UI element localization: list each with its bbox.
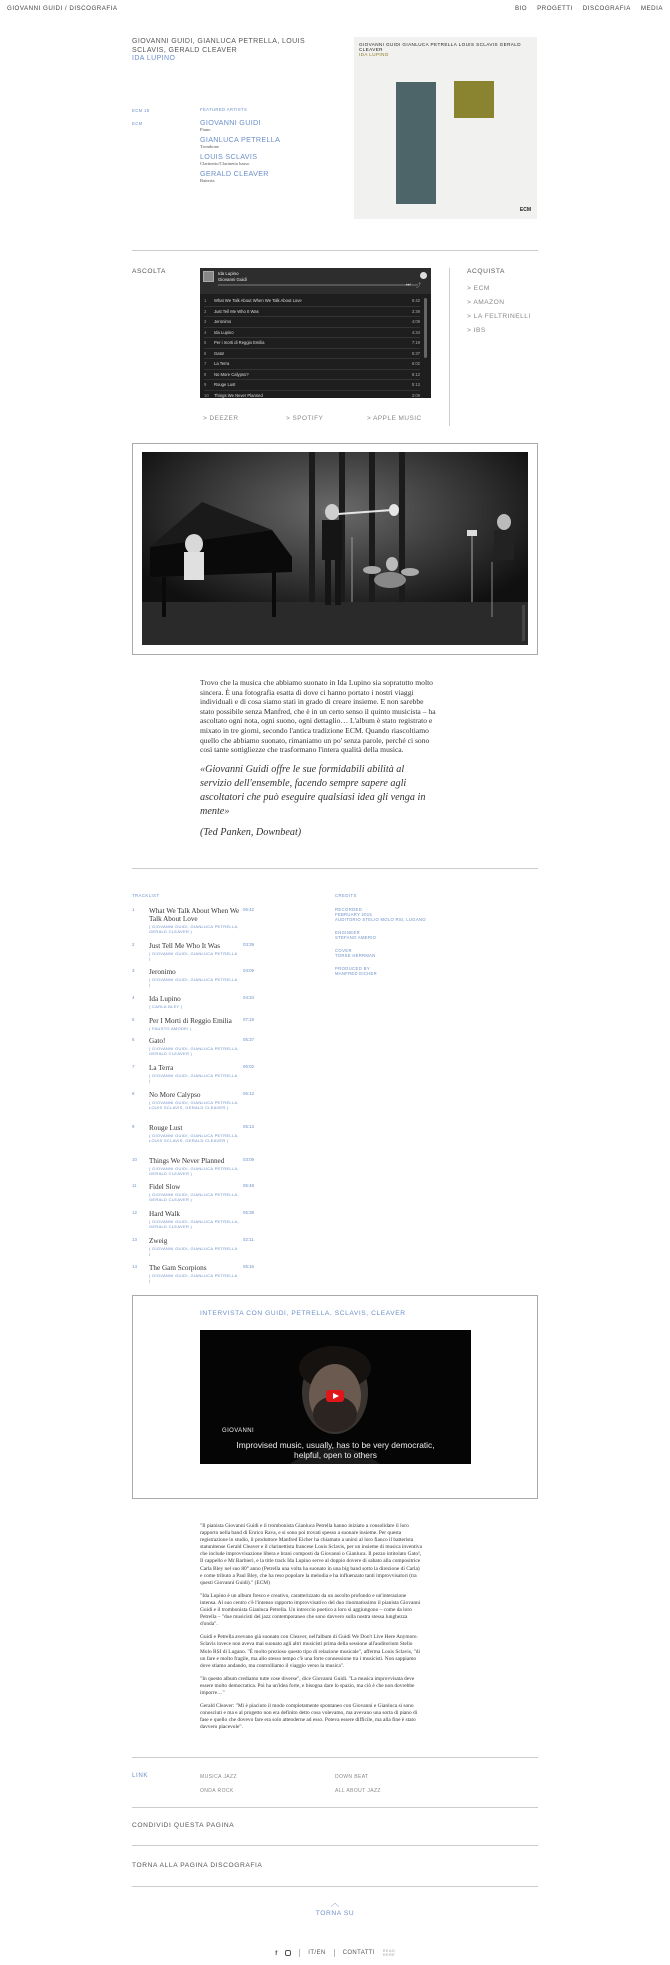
album-cover <box>354 37 537 219</box>
musician-name[interactable]: GIANLUCA PETRELLA <box>200 135 281 144</box>
credit-label: RECORDED <box>335 907 363 912</box>
player-track[interactable] <box>204 370 420 381</box>
track-duration: 6:02 <box>411 361 420 366</box>
buy-section <box>467 268 531 341</box>
player-header <box>200 268 431 294</box>
tracklist-number: 6 <box>132 1037 135 1042</box>
tracklist-item <box>132 1037 272 1059</box>
tracklist-number: 4 <box>132 995 135 1000</box>
track-number: 7 <box>204 361 207 366</box>
track-number: 2 <box>204 308 207 314</box>
musician-name[interactable]: GIOVANNI GUIDI <box>200 118 261 127</box>
tracklist-item <box>132 907 272 935</box>
track-duration: 4:34 <box>411 329 420 335</box>
link-musica-jazz[interactable]: MUSICA JAZZ <box>200 1774 237 1780</box>
cover-brand: ECM <box>519 207 531 213</box>
credit-label: PRODUCED BY <box>335 966 371 971</box>
tracklist-composers: ( FAUSTO AMODEI ) <box>149 1026 192 1031</box>
link-down-beat[interactable]: DOWN BEAT <box>335 1774 369 1780</box>
stream-apple-music[interactable]: > APPLE MUSIC <box>367 415 422 422</box>
track-duration: 6:12 <box>411 371 420 377</box>
press-paragraph: Guidi e Petrella avevano già suonato con Cleaver, nell'album di Guidi We Don't Live Here Anymore. Sclavis invece non aveva mai suonato agli altri musicisti prima della sessione all'auditorium Stelio Molo RSI di Lugano. "È molto prezioso questo tipo di relazione musicale", afferma Louis Sclavis, "di un fare e molto fragile, ma allo stesso tempo c'è una forte connessione tra i musicisti. Non sappiamo dove stiamo andando, ma controlliamo il viaggio verso la musica". <box>200 1634 420 1669</box>
tracklist-item <box>132 968 272 990</box>
video-watermark: GIOVANNI <box>222 1428 255 1434</box>
cover-teal-block <box>396 82 436 204</box>
tracklist-title: Gato! <box>149 1037 166 1045</box>
tracklist-composers: ( GIOVANNI GUIDI, GIANLUCA PETRELLA, GERALD CLEAVER ) <box>149 1219 239 1230</box>
track-title: La Terra <box>214 361 230 366</box>
credit-value: MANFRED EICHER <box>335 971 377 976</box>
video-caption <box>200 1440 471 1460</box>
tracklist-duration: 02:11 <box>243 1237 254 1242</box>
stream-spotify[interactable]: > SPOTIFY <box>286 415 324 422</box>
tracklist-number: 13 <box>132 1237 137 1242</box>
buy-ecm[interactable]: > ECM <box>467 285 490 292</box>
tracklist-item <box>132 1157 272 1179</box>
contact-link[interactable]: CONTATTI <box>342 1950 375 1956</box>
credit-label: COVER <box>335 948 352 953</box>
player-track[interactable] <box>204 380 420 391</box>
divider <box>132 1757 538 1758</box>
tracklist-number: 7 <box>132 1064 135 1069</box>
facebook-icon[interactable]: f <box>275 1949 278 1957</box>
quote-source: (Ted Panken, Downbeat) <box>200 826 302 838</box>
nav-progetti[interactable]: PROGETTI <box>537 5 573 12</box>
site-header <box>0 0 670 16</box>
divider <box>132 1845 538 1846</box>
review-block <box>200 678 438 838</box>
record-label: ECM <box>132 121 143 126</box>
tracklist-duration: 05:39 <box>243 1210 254 1215</box>
track-number: 4 <box>204 329 207 335</box>
listen-title: ASCOLTA <box>132 268 166 275</box>
spotify-player[interactable] <box>200 268 431 398</box>
credit-value: FEBRUARY 2015 AUDITORIO STELIO MOLO RSI, LUGANO <box>335 912 426 922</box>
credit-label: ENGINEER <box>335 930 361 935</box>
player-track[interactable] <box>204 391 420 399</box>
language-switch[interactable]: IT/EN <box>308 1950 326 1956</box>
track-title: What We Talk About When We Talk About Love <box>214 298 302 303</box>
track-number: 3 <box>204 319 207 324</box>
tracklist-title: Zweig <box>149 1237 168 1245</box>
track-duration: 3:39 <box>411 308 420 314</box>
player-track[interactable] <box>204 307 420 318</box>
press-paragraph: "Ida Lupino è un album fresco e creativo, caratterizzato da un ascolto profondo e un'interazione intensa. Al suo centro c'è l'intenso rapporto improvvisativo del duo rinomatissimo il pianista Giovanni Guidi e il trombonista Gianluca Petrella. Un intreccio poetico a loro si aggiungono – come da loro Petrella – "due musicisti del jazz contemporaneo che sono davvero sulla nostra stessa lunghezza d'onda". <box>200 1592 421 1628</box>
track-number: 10 <box>204 392 209 398</box>
track-number: 6 <box>204 350 207 356</box>
track-title: Jeronimo <box>214 319 232 324</box>
nav-bio[interactable]: BIO <box>514 5 528 12</box>
track-number: 8 <box>204 371 207 377</box>
tracklist-duration: 03:39 <box>243 942 254 947</box>
cover-olive-block <box>454 81 494 118</box>
cover-title: IDA LUPINO <box>359 52 389 57</box>
tracklist-composers: ( GIOVANNI GUIDI, GIANLUCA PETRELLA, GERALD CLEAVER ) <box>149 1166 239 1177</box>
divider <box>132 868 538 869</box>
tracklist-item <box>132 1017 272 1035</box>
tracklist-composers: ( GIOVANNI GUIDI, GIANLUCA PETRELLA, LOUIS SCLAVIS, GERALD CLEAVER ) <box>149 1133 239 1144</box>
tracklist-title: What We Talk About When We Talk About Love <box>149 907 240 923</box>
footer-divider <box>299 1949 300 1957</box>
track-number: 9 <box>204 382 207 387</box>
track-title: Per i morti di Reggio Emilia <box>214 340 265 345</box>
tracklist-number: 10 <box>132 1157 137 1162</box>
buy-ibs[interactable]: > IBS <box>467 327 486 334</box>
player-track[interactable] <box>204 338 420 349</box>
tracklist-item <box>132 1091 272 1117</box>
credits-label: CREDITS <box>335 893 357 898</box>
skip-icon[interactable]: ⏭ <box>406 282 411 288</box>
track-title: Gato! <box>214 350 225 356</box>
tracklist-number: 14 <box>132 1264 137 1269</box>
album-artists: GIOVANNI GUIDI, GIANLUCA PETRELLA, LOUIS SCLAVIS, GERALD CLEAVER <box>132 38 306 54</box>
tracklist-duration: 07:19 <box>243 1017 254 1022</box>
back-to-discography[interactable]: TORNA ALLA PAGINA DISCOGRAFIA <box>132 1862 263 1869</box>
player-meta <box>218 271 247 283</box>
tracklist-number: 11 <box>132 1183 137 1188</box>
press-paragraph: "Il pianista Giovanni Guidi e il trombonista Gianluca Petrella hanno iniziato a consolidare il loro rapporto nella band di Enrico Rava, e si sono poi trovati spesso a suonare insieme. Per questa registrazione in studio, il produttore Manfred Eicher ha chiamato a unirsi al loro fianco il batterista statunitense Gerald Cleaver e il clarinettista francese Louis Sclavis, per un insieme di musica inventiva che include improvvisazione libera e brani composti da Giovanni o Gianluca. Il pezzo intitolato Gato!, Il cappello e Mr Barbieri, e la title track Ida Lupino serve al doppio dovere di sabato alla compositrice Carla Bley nel suo 80° anno (Petrella una volta ha suonato in una big band sotto la direzione di Carla) e come tributo a Paul Bley, che ha reso popolare la melodia e ha influenzato tanti improvvisatori (tra questi Giovanni Guidi)." (ECM) <box>200 1523 422 1586</box>
tracklist-item <box>132 942 272 964</box>
featured-artists <box>200 107 340 186</box>
musician-role: Clarinetto/Clarinetto basso <box>200 161 250 166</box>
player-tracklist <box>204 296 420 398</box>
tracklist-composers: ( GIOVANNI GUIDI, GIANLUCA PETRELLA ) <box>149 1246 238 1257</box>
tracklist-item <box>132 1183 272 1205</box>
tracklist-number: 3 <box>132 968 135 973</box>
player-artist: Giovanni Guidi <box>218 277 247 282</box>
track-title: No More Calypso? <box>214 371 249 377</box>
nav-media[interactable]: MEDIA <box>640 5 663 12</box>
stream-deezer[interactable]: > DEEZER <box>203 415 239 422</box>
instagram-icon[interactable] <box>285 1950 291 1956</box>
tracklist-duration: 05:13 <box>243 1124 254 1129</box>
chevron-up-icon: ︿ <box>330 1898 340 1908</box>
caption-line: Improvised music, usually, has to be very democratic, <box>236 1440 435 1450</box>
press-paragraph: "In questo album crediamo tutte cose diverse", dice Giovanni Guidi. "La musica improvvisata deve essere molto democratica. Poi ha un'idea forte, e bisogna dare lo spazio, ma ciò è che non dovrebbe imporre…" <box>200 1675 415 1696</box>
tracklist-composers: ( GIOVANNI GUIDI, GIANLUCA PETRELLA ) <box>149 951 238 962</box>
concert-photo-illustration <box>142 452 528 645</box>
tracklist-composers: ( GIOVANNI GUIDI, GIANLUCA PETRELLA ) <box>149 1073 238 1084</box>
buy-amazon[interactable]: > AMAZON <box>467 299 505 306</box>
player-track[interactable] <box>204 349 420 360</box>
tracklist-item <box>132 1264 272 1286</box>
footer-divider <box>334 1949 335 1957</box>
photo-credit-mark <box>522 605 525 641</box>
tracklist-composers: ( GIOVANNI GUIDI, GIANLUCA PETRELLA, LOUIS SCLAVIS, GERALD CLEAVER ) <box>149 1100 239 1111</box>
player-scrollbar[interactable] <box>424 298 427 358</box>
site-footer <box>0 1946 670 1960</box>
tracklist-duration: 06:42 <box>243 907 254 912</box>
tracklist-title: Rouge Lust <box>149 1124 183 1132</box>
tracklist-title: Fidel Slow <box>149 1183 181 1191</box>
player-track[interactable] <box>204 296 420 307</box>
tracklist-item <box>132 1124 272 1150</box>
divider <box>132 250 538 251</box>
vertical-divider <box>449 268 450 426</box>
main-nav <box>515 5 663 12</box>
featured-label: FEATURED ARTISTS <box>200 107 248 112</box>
divider <box>132 1807 538 1808</box>
player-track[interactable] <box>204 317 420 328</box>
player-title: Ida Lupino <box>218 271 239 276</box>
tracklist-duration: 05:16 <box>243 1264 254 1269</box>
nav-discografia[interactable]: DISCOGRAFIA <box>582 5 631 12</box>
tracklist-duration: 05:48 <box>243 1183 254 1188</box>
tracklist-number: 12 <box>132 1210 137 1215</box>
play-icon[interactable] <box>420 272 427 279</box>
progress-bar[interactable] <box>218 284 418 286</box>
interview-video[interactable] <box>200 1330 471 1464</box>
track-title: Rouge Lust <box>214 382 236 387</box>
track-title: Just Tell Me Who It Was <box>214 308 259 314</box>
tracklist-item <box>132 1210 272 1232</box>
player-thumb <box>203 271 214 282</box>
buy-title: ACQUISTA <box>467 268 506 275</box>
tracklist-title: La Terra <box>149 1064 174 1072</box>
tracklist-duration: 04:34 <box>243 995 254 1000</box>
player-track[interactable] <box>204 359 420 370</box>
link-all-about-jazz[interactable]: ALL ABOUT JAZZ <box>335 1788 381 1794</box>
track-duration: 7:19 <box>411 340 420 345</box>
tracklist-label: TRACKLIST <box>132 893 160 898</box>
track-duration: 3:09 <box>411 392 420 398</box>
review-text: Trovo che la musica che abbiamo suonato in Ida Lupino sia sopratutto molto sincera. È una fotografia esatta di dove ci hanno portato i nostri viaggi individuali e di cosa siamo stati in grado di creare insieme. E non sarebbe stato possibile senza Manfred, che è in un certo senso il quinto musicista – ha ascoltato ogni nota, ogni suono, ogni dettaglio… L'album è stato registrato e mixato in tre giorni, secondo l'antica tradizione ECM. Quando riascoltiamo quello che abbiamo suonato, rimaniamo un po' senza parole, perché ci sono così tante sottigliezze che trasformano l'intera qualità della musica. <box>200 678 436 755</box>
credit-value: STEFANO AMERIO <box>335 935 377 940</box>
tracklist-number: 1 <box>132 907 135 912</box>
link-onda-rock[interactable]: ONDA ROCK <box>200 1788 234 1794</box>
youtube-play-icon[interactable] <box>326 1390 344 1402</box>
band-photo <box>142 452 528 645</box>
tracklist-title: Jeronimo <box>149 968 176 976</box>
tracklist-composers: ( GIOVANNI GUIDI, GIANLUCA PETRELLA, GERALD CLEAVER ) <box>149 924 239 935</box>
musician-role: Piano <box>200 127 211 132</box>
tracklist-item <box>132 1064 272 1086</box>
tracklist-duration: 03:09 <box>243 1157 254 1162</box>
share-icon[interactable]: ⤴ <box>416 283 422 289</box>
tracklist-composers: ( CARLA BLEY ) <box>149 1004 183 1009</box>
tracklist-composers: ( GIOVANNI GUIDI, GIANLUCA PETRELLA ) <box>149 977 238 988</box>
tracklist-duration: 05:37 <box>243 1037 254 1042</box>
tracklist-duration: 06:12 <box>243 1091 254 1096</box>
divider <box>132 1886 538 1887</box>
tracklist-title: Per I Morti di Reggio Emilia <box>149 1017 232 1025</box>
interview-title: INTERVISTA CON GUIDI, PETRELLA, SCLAVIS, CLEAVER <box>200 1310 406 1317</box>
track-title: Things We Never Planned <box>214 392 263 398</box>
press-paragraph: Gerald Cleaver: "Mi è piaciuto il modo completamente spontaneo con Giovanni e Gianluca si sono conosciuti e ma e al progetto non era definito detto cosa volevamo, ma avevano una sorta di piano di fase e quello che dovevo fare era solo attenderne ad esso. Poteva essere difficile, ma alla fine è stato davvero piacevole". <box>200 1703 418 1731</box>
track-title: Ida Lupino <box>214 329 234 335</box>
track-duration: 4:09 <box>411 319 420 324</box>
tracklist-number: 8 <box>132 1091 135 1096</box>
credits-section <box>335 893 445 984</box>
breadcrumb[interactable]: GIOVANNI GUIDI / DISCOGRAFIA <box>7 5 118 12</box>
tracklist-duration: 04:09 <box>243 968 254 973</box>
share-link[interactable]: CONDIVIDI QUESTA PAGINA <box>132 1822 235 1829</box>
track-duration: 5:13 <box>411 382 420 387</box>
tracklist-title: Just Tell Me Who It Was <box>149 942 220 950</box>
buy-feltrinelli[interactable]: > LA FELTRINELLI <box>467 313 531 320</box>
tracklist-composers: ( GIOVANNI GUIDI, GIANLUCA PETRELLA, GERALD CLEAVER ) <box>149 1192 239 1203</box>
musician-role: Batteria <box>200 178 215 183</box>
caption-line: helpful, open to others <box>294 1450 377 1460</box>
album-title: IDA LUPINO <box>132 55 176 62</box>
tracklist-title: No More Calypso <box>149 1091 201 1099</box>
back-to-top[interactable] <box>285 1899 385 1917</box>
track-number: 5 <box>204 340 207 345</box>
press-text <box>200 1523 422 1737</box>
back-to-top-label: TORNA SU <box>315 1910 355 1917</box>
track-duration: 5:37 <box>411 350 420 356</box>
musician-role: Trombone <box>200 144 219 149</box>
musician-name[interactable]: GERALD CLEAVER <box>200 169 269 178</box>
tracklist-composers: ( GIOVANNI GUIDI, GIANLUCA PETRELLA, GERALD CLEAVER ) <box>149 1046 239 1057</box>
tracklist-duration: 06:02 <box>243 1064 254 1069</box>
tracklist-number: 5 <box>132 1017 135 1022</box>
tracklist-item <box>132 995 272 1013</box>
tracklist-title: Hard Walk <box>149 1210 181 1218</box>
footer-credit[interactable]: READ HERE <box>382 1949 396 1957</box>
tracklist-item <box>132 1237 272 1259</box>
tracklist-number: 9 <box>132 1124 135 1129</box>
player-track[interactable] <box>204 328 420 339</box>
cover-artists: GIOVANNI GUIDI GIANLUCA PETRELLA LOUIS SCLAVIS GERALD CLEAVER <box>359 42 521 52</box>
links-label: LINK <box>132 1772 149 1779</box>
tracklist-number: 2 <box>132 942 135 947</box>
tracklist-composers: ( GIOVANNI GUIDI, GIANLUCA PETRELLA ) <box>149 1273 238 1284</box>
musician-name[interactable]: LOUIS SCLAVIS <box>200 152 258 161</box>
track-number: 1 <box>204 298 207 303</box>
track-duration: 6:42 <box>411 298 420 303</box>
tracklist-title: The Gam Scorpions <box>149 1264 207 1272</box>
tracklist-title: Ida Lupino <box>149 995 181 1003</box>
press-quote: «Giovanni Guidi offre le sue formidabili abilità al servizio dell'ensemble, facendo sempre sapere agli ascoltatori che può eseguire qualsiasi idea gli venga in mente» <box>200 763 426 817</box>
tracklist-title: Things We Never Planned <box>149 1157 225 1165</box>
credit-value: TORSE HERRMAN <box>335 953 376 958</box>
catalog-label: ECM 18 <box>132 108 150 113</box>
